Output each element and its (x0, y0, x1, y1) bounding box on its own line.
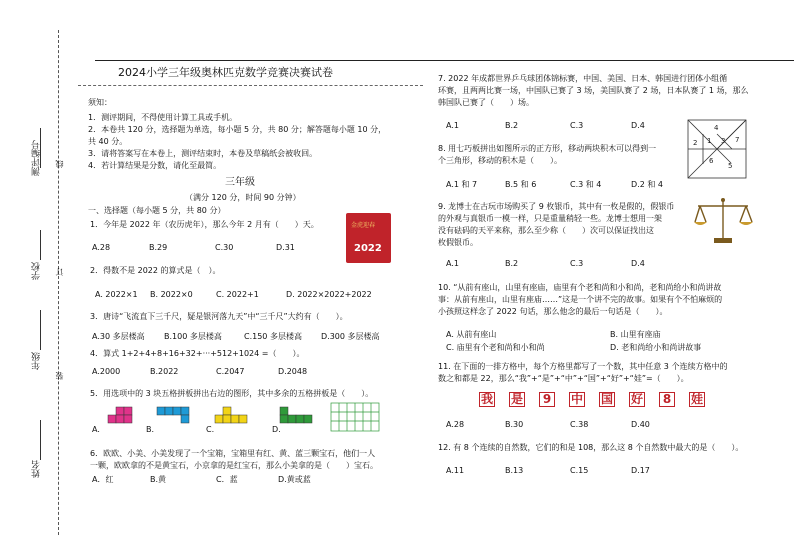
q10-stem-3: 小孩照这样念了 2022 句话，那么他念的最后一句话是（ ）。 (438, 307, 668, 316)
q2-stem: 2．得数不是 2022 的算式是（ ）。 (90, 266, 221, 275)
q9-stem-3: 没有砝码的天平来称，那么至少称（ ）次可以保证找出这 (438, 226, 654, 235)
q6-opt-c[interactable]: C．蓝 (216, 475, 238, 484)
score-time: （满分 120 分，时间 90 分钟） (185, 193, 301, 202)
tangram-label-1: 1 (707, 137, 712, 145)
q11-opt-c[interactable]: C.38 (570, 420, 589, 429)
q12-stem: 12. 有 8 个连续的自然数，它们的和是 108，那么这 8 个自然数中最大的是（ ）。 (438, 443, 744, 452)
tangram-label-4: 4 (714, 124, 719, 132)
q8-opt-b[interactable]: B.5 和 6 (505, 180, 537, 189)
tangram-label-3: 3 (721, 137, 726, 145)
q1-opt-a[interactable]: A.28 (92, 243, 111, 252)
q11-stem-2: 数之和都是 22，那么“我”+“是”+“中”+“国”+“好”+“娃”=（ ）。 (438, 374, 689, 383)
balance-scale-icon (692, 196, 754, 246)
q6-opt-a[interactable]: A．红 (92, 475, 114, 484)
q5-opt-c[interactable]: C. (206, 425, 215, 434)
calendar-top: 金虎迎春 (351, 222, 376, 229)
id-field[interactable] (40, 128, 41, 168)
q7-opt-b[interactable]: B.2 (505, 121, 519, 130)
label-ding: 订 (55, 268, 64, 276)
q11-box-7: 8 (659, 392, 675, 407)
q4-opt-a[interactable]: A.2000 (92, 367, 121, 376)
pentomino-d (278, 405, 323, 435)
q2-opt-b[interactable]: B. 2022×0 (150, 290, 193, 299)
q5-opt-d[interactable]: D. (272, 425, 281, 434)
tangram-label-2: 2 (693, 139, 698, 147)
q11-opt-a[interactable]: A.28 (446, 420, 465, 429)
q3-opt-c[interactable]: C.150 多层楼高 (244, 332, 302, 341)
q11-box-4: 中 (570, 392, 583, 406)
tangram-figure (686, 118, 750, 182)
q7-stem-2: 环赛，且两两比赛一场，中国队已赛了 3 场，美国队赛了 2 场，日本队赛了 1 场，那么 (438, 86, 749, 95)
q12-opt-c[interactable]: C.15 (570, 466, 589, 475)
q10-opt-c[interactable]: C. 庙里有个老和尚和小和尚 (446, 343, 545, 352)
q9-opt-c[interactable]: C.3 (570, 259, 584, 268)
q10-opt-b[interactable]: B. 山里有座庙 (610, 330, 661, 339)
q11-box-6: 好 (630, 392, 643, 406)
q3-opt-d[interactable]: D.300 多层楼高 (321, 332, 380, 341)
grade-field[interactable] (40, 310, 41, 350)
q11-box-2: 是 (510, 392, 523, 406)
tangram-label-6: 6 (709, 157, 714, 165)
q5-opt-b[interactable]: B. (146, 425, 155, 434)
section-heading: 一、选择题（每小题 5 分，共 80 分） (88, 206, 226, 215)
notice-2: 2．本卷共 120 分，选择题为单选，每小题 5 分，共 80 分；解答题每小题 10 分， (88, 125, 387, 134)
notice-2b: 共 40 分。 (88, 137, 128, 146)
q5-stem: 5．用选项中的 3 块五格拼板拼出右边的图形，其中多余的五格拼板是（ ）。 (90, 389, 374, 398)
q4-opt-c[interactable]: C.2047 (216, 367, 245, 376)
tangram-label-7: 7 (735, 136, 740, 144)
label-line: 线 (55, 160, 64, 168)
q5-opt-a[interactable]: A. (92, 425, 100, 434)
q9-opt-b[interactable]: B.2 (505, 259, 519, 268)
label-zhuang: 装 (55, 372, 64, 380)
pentomino-a (100, 405, 140, 435)
binding-line (58, 30, 59, 535)
title-underline (78, 85, 423, 86)
q10-stem-1: 10. “从前有座山，山里有座庙，庙里有个老和尚和小和尚，老和尚给小和尚讲故 (438, 283, 722, 292)
q8-opt-a[interactable]: A.1 和 7 (446, 180, 478, 189)
q4-opt-b[interactable]: B.2022 (150, 367, 179, 376)
calendar-year: 2022 (354, 243, 382, 254)
q12-opt-b[interactable]: B.13 (505, 466, 524, 475)
q11-box-1: 我 (480, 392, 493, 406)
q1-stem: 1．今年是 2022 年（农历虎年），那么今年 2 月有（ ）天。 (90, 220, 319, 229)
q2-opt-d[interactable]: D. 2022×2022+2022 (286, 290, 372, 299)
q2-opt-c[interactable]: C. 2022+1 (216, 290, 259, 299)
q9-opt-a[interactable]: A.1 (446, 259, 459, 268)
q4-stem: 4．算式 1+2+4+8+16+32+···+512+1024 =（ ）。 (90, 349, 305, 358)
pentomino-c (213, 405, 258, 435)
school-field[interactable] (40, 230, 41, 260)
q8-stem-1: 8. 用七巧板拼出如图所示的正方形，移动两块积木可以得到一 (438, 144, 657, 153)
q11-stem-1: 11. 在下面的一排方格中，每个方格里都写了一个数，其中任意 3 个连续方格中的 (438, 362, 728, 371)
name-field[interactable] (40, 420, 41, 460)
q9-stem-2: 的外观与真银币一模一样，只是重量稍轻一些。龙博士想用一架 (438, 214, 662, 223)
q1-opt-b[interactable]: B.29 (149, 243, 168, 252)
q9-stem-1: 9. 龙博士在古玩市场购买了 9 枚银币，其中有一枚是假的，假银币 (438, 202, 675, 211)
q8-opt-c[interactable]: C.3 和 4 (570, 180, 602, 189)
q1-opt-d[interactable]: D.31 (276, 243, 295, 252)
label-name: 姓名 (32, 460, 42, 478)
q2-opt-a[interactable]: A. 2022×1 (95, 290, 138, 299)
target-grid-figure (330, 402, 382, 434)
q1-opt-c[interactable]: C.30 (215, 243, 234, 252)
q12-opt-d[interactable]: D.17 (631, 466, 650, 475)
q11-box-3: 9 (539, 392, 555, 407)
q10-opt-d[interactable]: D. 老和尚给小和尚讲故事 (610, 343, 702, 352)
top-rule (95, 60, 794, 61)
pentomino-b (155, 405, 200, 435)
q9-stem-4: 枚假银币。 (438, 238, 478, 247)
notice-4: 4．若计算结果是分数，请化至最简。 (88, 161, 222, 170)
q6-stem-2: 一颗，欧欧拿的不是黄宝石，小京拿的是红宝石，那么小美拿的是（ ）宝石。 (90, 461, 378, 470)
notice-title: 须知： (88, 98, 112, 107)
q3-stem: 3．唐诗“飞流直下三千尺，疑是银河落九天”中“三千尺”大约有（ ）。 (90, 312, 348, 321)
q11-opt-b[interactable]: B.30 (505, 420, 524, 429)
q7-opt-c[interactable]: C.3 (570, 121, 584, 130)
q8-stem-2: 个三角形，移动的积木是（ ）。 (438, 156, 562, 165)
q11-box-8: 娃 (690, 392, 703, 406)
q4-opt-d[interactable]: D.2048 (278, 367, 308, 376)
label-school: 学校 (32, 262, 42, 280)
q7-opt-d[interactable]: D.4 (631, 121, 645, 130)
q11-box-5: 国 (600, 392, 613, 406)
q6-opt-b[interactable]: B.黄 (150, 475, 167, 484)
q10-opt-a[interactable]: A. 从前有座山 (446, 330, 497, 339)
q9-opt-d[interactable]: D.4 (631, 259, 645, 268)
q7-stem-1: 7. 2022 年成都世界乒乓球团体锦标赛，中国、美国、日本、韩国进行团体小组循 (438, 74, 728, 83)
q11-opt-d[interactable]: D.40 (631, 420, 650, 429)
calendar-image (346, 213, 391, 263)
q3-opt-b[interactable]: B.100 多层楼高 (164, 332, 222, 341)
q6-stem-1: 6．欧欧、小美、小美发现了一个宝箱，宝箱里有红、黄、蓝三颗宝石，他们一人 (90, 449, 376, 458)
q3-opt-a[interactable]: A.30 多层楼高 (92, 332, 145, 341)
q8-opt-d[interactable]: D.2 和 4 (631, 180, 663, 189)
notice-1: 1．测评期间，不得使用计算工具或手机。 (88, 113, 238, 122)
exam-title: 2024小学三年级奥林匹克数学竞赛决赛试卷 (118, 66, 333, 79)
tangram-label-5: 5 (728, 162, 733, 170)
q6-opt-d[interactable]: D.黄或蓝 (278, 475, 311, 484)
label-grade: 年级 (32, 352, 42, 370)
q12-opt-a[interactable]: A.11 (446, 466, 465, 475)
q7-opt-a[interactable]: A.1 (446, 121, 459, 130)
q7-stem-3: 韩国队已赛了（ ）场。 (438, 98, 534, 107)
q10-stem-2: 事：从前有座山，山里有座庙……”这是一个讲不完的故事。如果有个不怕麻烦的 (438, 295, 723, 304)
grade-heading: 三年级 (225, 177, 255, 188)
notice-3: 3．请将答案写在本卷上，测评结束时，本卷及草稿纸会被收回。 (88, 149, 318, 158)
label-id: 测评编号 (32, 140, 42, 176)
